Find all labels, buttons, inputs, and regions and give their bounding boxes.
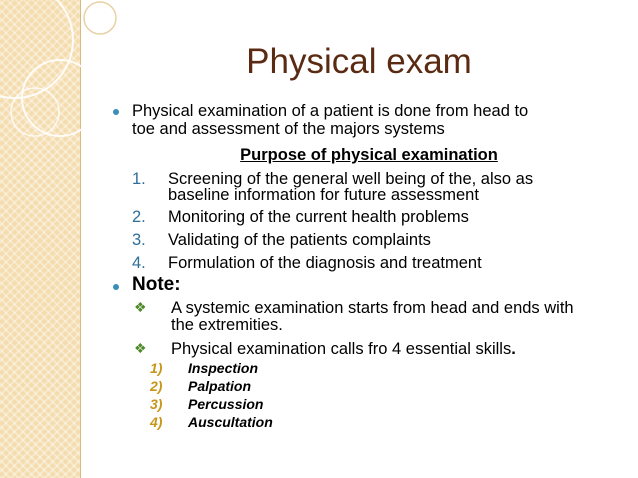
note-item-2-text: Physical examination calls fro 4 essential skills xyxy=(171,340,512,358)
note-item-1-line-2: the extremities. xyxy=(171,316,283,334)
note-item-1-line-1: A systemic examination starts from head and ends with xyxy=(171,299,574,317)
purpose-num-3: 3. xyxy=(132,231,146,249)
purpose-item-3: Validating of the patients complaints xyxy=(168,231,431,249)
skill-auscultation: Auscultation xyxy=(188,414,273,430)
purpose-num-4: 4. xyxy=(132,254,146,272)
diamond-bullet-icon: ❖ xyxy=(134,299,147,315)
skill-palpation: Palpation xyxy=(188,378,252,394)
skill-percussion: Percussion xyxy=(188,396,264,412)
page-title: Physical exam xyxy=(246,42,472,81)
skill-num-1: 1) xyxy=(150,360,163,376)
purpose-num-2: 2. xyxy=(132,208,146,226)
bullet-dot-icon xyxy=(113,284,119,290)
skill-num-3: 3) xyxy=(150,396,163,412)
purpose-item-2: Monitoring of the current health problems xyxy=(168,208,469,226)
purpose-item-4: Formulation of the diagnosis and treatment xyxy=(168,254,482,272)
note-item-2 xyxy=(171,340,516,358)
note-label: Note: xyxy=(132,274,181,295)
purpose-heading: Purpose of physical examination xyxy=(240,146,498,164)
intro-line-2: toe and assessment of the majors systems xyxy=(132,120,445,138)
purpose-item-1-line-2: baseline information for future assessment xyxy=(168,186,479,204)
skill-num-2: 2) xyxy=(150,378,163,394)
note-item-2-period: . xyxy=(511,340,516,358)
diamond-bullet-icon: ❖ xyxy=(134,340,147,356)
skill-inspection: Inspection xyxy=(188,360,259,376)
intro-line-1: Physical examination of a patient is done from head to xyxy=(132,102,529,120)
purpose-num-1: 1. xyxy=(132,170,146,188)
purpose-item-1-line-1: Screening of the general well being of the, also as xyxy=(168,170,534,188)
decorative-circles xyxy=(0,0,120,200)
skill-num-4: 4) xyxy=(150,414,163,430)
bullet-dot-icon xyxy=(113,109,119,115)
